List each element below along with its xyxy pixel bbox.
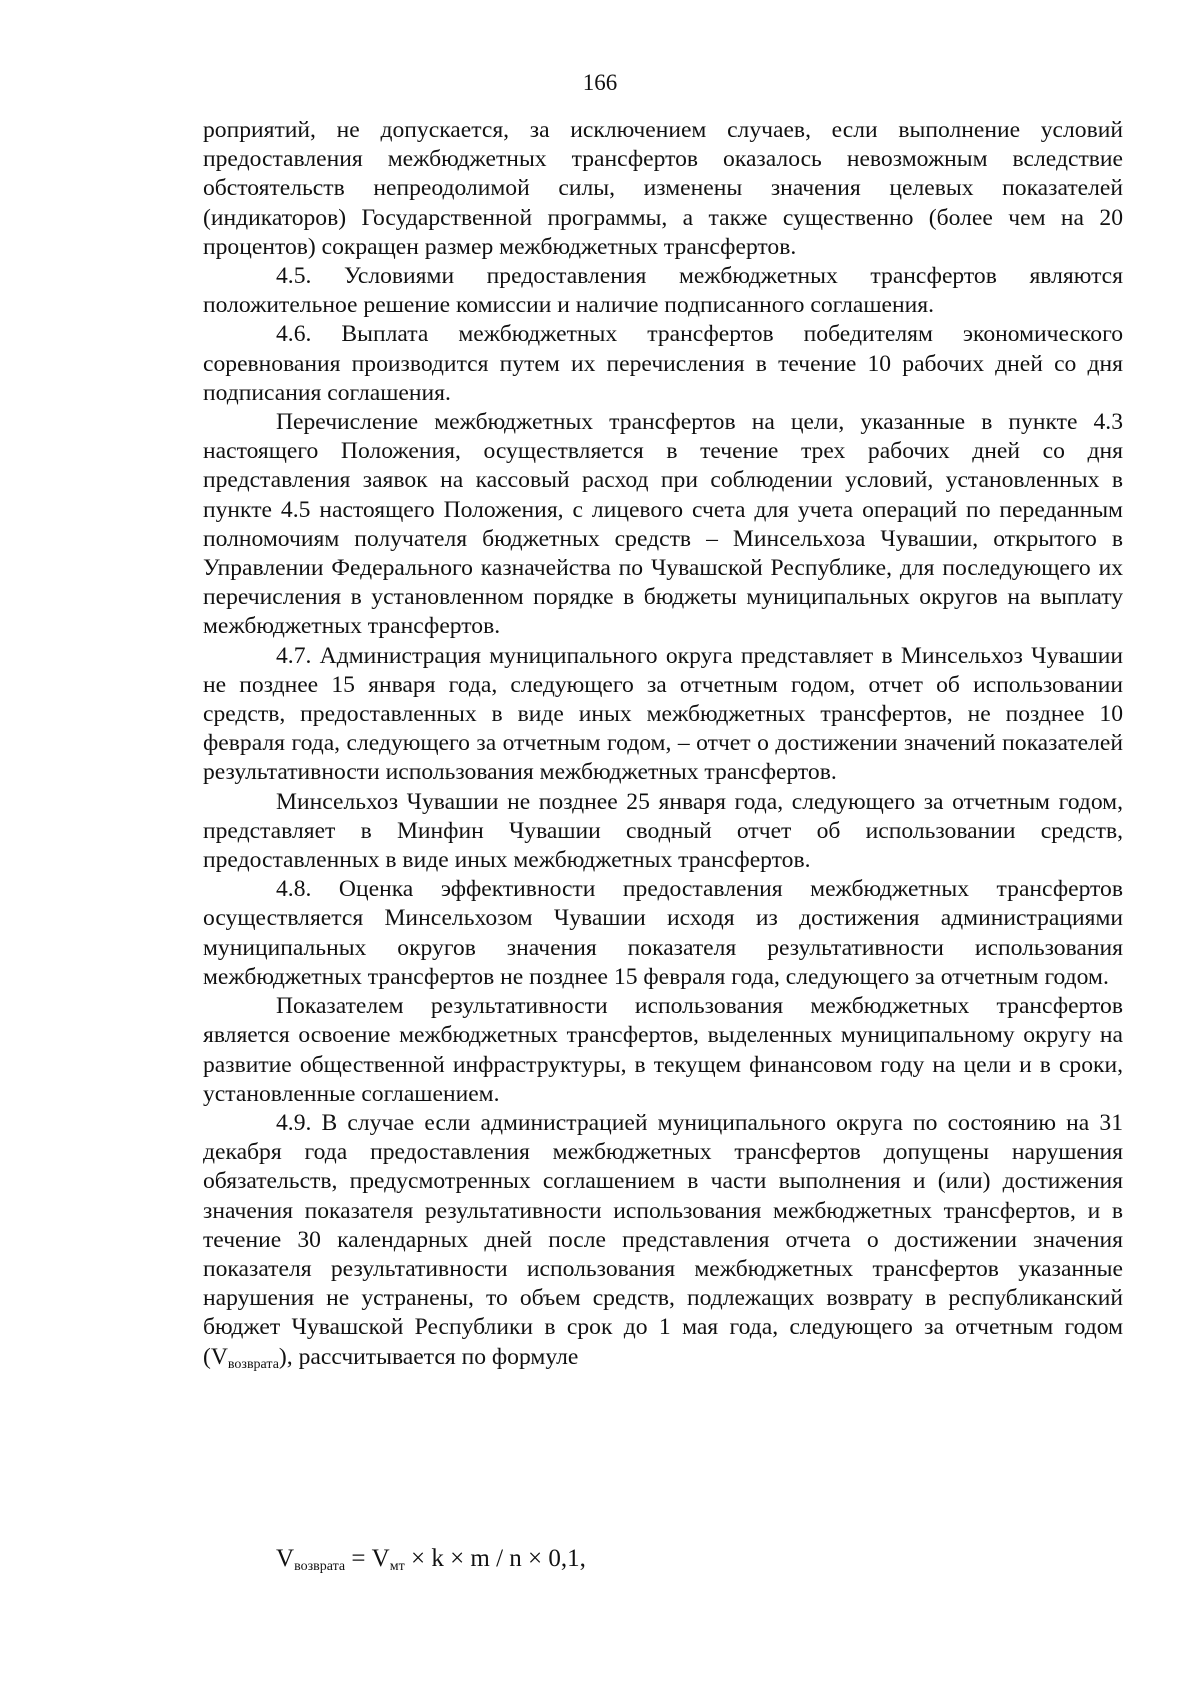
paragraph-4-5: 4.5. Условиями предоставления межбюджетных трансфертов являются положительное решение комиссии и наличие подписанного соглашения. [203,263,1123,319]
paragraph-4-8: 4.8. Оценка эффективности предоставления межбюджетных трансфертов осуществляется Минсельхозом Чувашии исходя из достижения администрациями муниципальных округов значения показателя результативности использования межбюджетных трансфертов не позднее 15 февраля года, следующего за отчетным годом. [203,876,1123,990]
paragraph-transfer: Перечисление межбюджетных трансфертов на цели, указанные в пункте 4.3 настоящего Положения, осуществляется в течение трех рабочих дней со дня представления заявок на кассовый расход при соблюдении условий, установленных в пункте 4.5 настоящего Положения, с лицевого счета для учета операций по переданным полномочиям получателя бюджетных средств – Минсельхоза Чувашии, открытого в Управлении Федерального казначейства по Чувашской Республике, для последующего их перечисления в установленном порядке в бюджеты муниципальных округов на выплату межбюджетных трансфертов. [203,409,1123,640]
page-number: 166 [582,70,618,95]
paragraph-continuation: роприятий, не допускается, за исключением случаев, если выполнение условий предоставления межбюджетных трансфертов оказалось невозможным вследствие обстоятельств непреодолимой силы, изменены значения целевых показателей (индикаторов) Государственной программы, а также существенно (более чем на 20 процентов) сокращен размер межбюджетных трансфертов. [203,117,1123,260]
paragraph-indicator: Показателем результативности использования межбюджетных трансфертов является освоение межбюджетных трансфертов, выделенных муниципальному округу на развитие общественной инфраструктуры, в текущем финансовом году на цели и в сроки, установленные соглашением. [203,993,1123,1107]
formula-lhs-var: V [276,1545,295,1572]
paragraph-4-6: 4.6. Выплата межбюджетных трансфертов победителям экономического соревнования производится путем их перечисления в течение 10 рабочих дней со дня подписания соглашения. [203,321,1123,406]
paragraph-4-7: 4.7. Администрация муниципального округа представляет в Минсельхоз Чувашии не позднее 15 января года, следующего за отчетным годом, отчет об использовании средств, предоставленных в виде иных межбюджетных трансфертов, не позднее 10 февраля года, следующего за отчетным годом, – отчет о достижении значений показателей результативности использования межбюджетных трансфертов. [203,642,1123,786]
body-text [203,116,1123,1372]
paragraph-4-9-tail: ), рассчитывается по формуле [278,1343,579,1370]
formula-rhs-subscript: мт [389,1559,405,1574]
paragraph-4-9-text: 4.9. В случае если администрацией муниципального округа по состоянию на 31 декабря года предоставления межбюджетных трансфертов допущены нарушения обязательств, предусмотренных соглашением в части выполнения и (или) достижения значения показателя результативности использования межбюджетных трансфертов, и в течение 30 календарных дней после представления отчета о достижении значения показателя результативности использования межбюджетных трансфертов указанные нарушения не устранены, то объем средств, подлежащих возврату в республиканский бюджет Чувашской Республики в срок до 1 мая года, следующего за отчетным годом (V [203,1109,1123,1370]
paragraph-4-9-subscript: возврата [227,1356,279,1372]
return-formula [276,1542,586,1576]
paragraph-minselkhoz-report: Минсельхоз Чувашии не позднее 25 января года, следующего за отчетным годом, представляет в Минфин Чувашии сводный отчет об использовании средств, предоставленных в виде иных межбюджетных трансфертов. [203,788,1123,874]
formula-lhs-subscript: возврата [294,1559,346,1574]
formula-rest: × k × m / n × 0,1, [404,1545,586,1572]
formula-equals: = V [345,1545,390,1572]
paragraph-4-9 [203,1109,1123,1372]
